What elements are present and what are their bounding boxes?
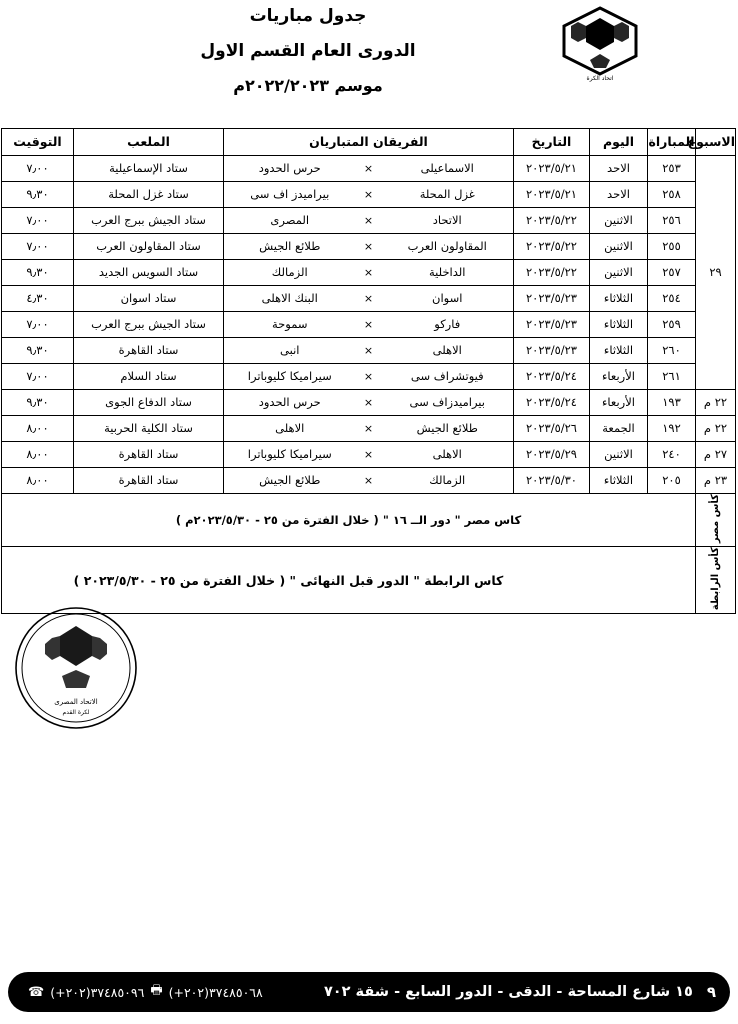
team-home: طلائع الجيش bbox=[416, 421, 478, 435]
team-away: طلائع الجيش bbox=[259, 239, 321, 253]
cell-teams bbox=[224, 234, 514, 260]
cell-teams bbox=[224, 312, 514, 338]
table-row bbox=[2, 390, 736, 416]
table-row bbox=[2, 364, 736, 390]
cell-match-number: ١٩٣ bbox=[648, 390, 696, 416]
versus-symbol: × bbox=[363, 318, 374, 331]
cell-time: ٤٫٣٠ bbox=[2, 286, 74, 312]
versus-symbol: × bbox=[363, 396, 374, 409]
table-body bbox=[2, 156, 736, 614]
cell-time: ٨٫٠٠ bbox=[2, 468, 74, 494]
column-header-day: اليوم bbox=[590, 129, 648, 156]
versus-symbol: × bbox=[363, 162, 374, 175]
cell-stadium: ستاد القاهرة bbox=[74, 442, 224, 468]
table-row bbox=[2, 156, 736, 182]
table-row bbox=[2, 416, 736, 442]
title-line-3: موسم ٢٠٢٢/٢٠٢٣م bbox=[233, 76, 383, 95]
cell-day: الجمعة bbox=[590, 416, 648, 442]
cell-teams bbox=[224, 442, 514, 468]
cell-time: ٩٫٣٠ bbox=[2, 390, 74, 416]
cell-stadium: ستاد القاهرة bbox=[74, 338, 224, 364]
versus-symbol: × bbox=[363, 422, 374, 435]
footer-address: ١٥ شارع المساحة - الدقى - الدور السابع - شقة ٧٠٢ bbox=[323, 984, 693, 1000]
cell-stadium: ستاد غزل المحلة bbox=[74, 182, 224, 208]
cell-day: الأربعاء bbox=[590, 364, 648, 390]
cell-match-number: ٢٥٩ bbox=[648, 312, 696, 338]
cell-teams bbox=[224, 156, 514, 182]
cell-stadium: ستاد الجيش ببرج العرب bbox=[74, 208, 224, 234]
team-home: الاتحاد bbox=[432, 213, 462, 227]
team-away: حرس الحدود bbox=[258, 161, 321, 175]
phone-number-2: (+٢٠٢)٣٧٤٨٥٠٦٨ bbox=[168, 984, 263, 1000]
cell-day: الاحد bbox=[590, 182, 648, 208]
cell-time: ٨٫٠٠ bbox=[2, 442, 74, 468]
week-group-label: ٢٩ bbox=[696, 156, 736, 390]
table-row bbox=[2, 468, 736, 494]
table-row bbox=[2, 338, 736, 364]
team-home: اسوان bbox=[432, 291, 463, 305]
match-schedule-table bbox=[1, 128, 736, 614]
cell-time: ٩٫٣٠ bbox=[2, 182, 74, 208]
cell-day: الثلاثاء bbox=[590, 312, 648, 338]
team-home: فيوتشراف سى bbox=[410, 369, 484, 383]
team-home: الزمالك bbox=[429, 473, 466, 487]
cell-time: ٧٫٠٠ bbox=[2, 312, 74, 338]
column-header-stadium: الملعب bbox=[74, 129, 224, 156]
cell-date: ٢٠٢٣/٥/٢٢ bbox=[514, 260, 590, 286]
cell-match-number: ٢٥٣ bbox=[648, 156, 696, 182]
note-side-label: كأس الرابطة bbox=[696, 547, 736, 614]
cell-stadium: ستاد الإسماعيلية bbox=[74, 156, 224, 182]
cell-day: الاثنين bbox=[590, 442, 648, 468]
cell-date: ٢٠٢٣/٥/٢٣ bbox=[514, 312, 590, 338]
team-home: فاركو bbox=[434, 317, 461, 331]
cell-time: ٧٫٠٠ bbox=[2, 364, 74, 390]
cell-time: ٨٫٠٠ bbox=[2, 416, 74, 442]
cell-time: ٧٫٠٠ bbox=[2, 156, 74, 182]
cell-date: ٢٠٢٣/٥/٢٤ bbox=[514, 390, 590, 416]
cell-match-number: ٢٥٧ bbox=[648, 260, 696, 286]
note-text: كاس مصر " دور الــ ١٦ " ( خلال الفترة من ٢٥ - ٢٠٢٣/٥/٣٠م ) bbox=[2, 494, 696, 547]
team-home: غزل المحلة bbox=[419, 187, 475, 201]
note-side-label: كأس مصر bbox=[696, 494, 736, 547]
cell-day: الأربعاء bbox=[590, 390, 648, 416]
table-row bbox=[2, 286, 736, 312]
cell-day: الثلاثاء bbox=[590, 286, 648, 312]
versus-symbol: × bbox=[363, 370, 374, 383]
note-row-egypt-cup bbox=[2, 494, 736, 547]
cell-date: ٢٠٢٣/٥/٢٣ bbox=[514, 338, 590, 364]
versus-symbol: × bbox=[363, 188, 374, 201]
cell-date: ٢٠٢٣/٥/٢١ bbox=[514, 156, 590, 182]
team-home: الاسماعيلى bbox=[420, 161, 474, 175]
cell-teams bbox=[224, 364, 514, 390]
versus-symbol: × bbox=[363, 344, 374, 357]
table-row bbox=[2, 260, 736, 286]
team-away: طلائع الجيش bbox=[259, 473, 321, 487]
title-line-2: الدورى العام القسم الاول bbox=[200, 41, 416, 61]
cell-stadium: ستاد السلام bbox=[74, 364, 224, 390]
page-title bbox=[93, 6, 523, 110]
cell-date: ٢٠٢٣/٥/٢١ bbox=[514, 182, 590, 208]
note-text: كاس الرابطة " الدور قبل النهائى " ( خلال الفترة من ٢٥ - ٢٠٢٣/٥/٣٠ ) bbox=[2, 547, 696, 614]
fax-icon: 🖶 bbox=[150, 983, 163, 998]
team-away: سيراميكا كليوباترا bbox=[247, 447, 332, 461]
team-home: بيراميدزاف سى bbox=[409, 395, 485, 409]
team-away: انبى bbox=[280, 343, 300, 357]
cell-date: ٢٠٢٣/٥/٣٠ bbox=[514, 468, 590, 494]
week-group-label: ٢٣ م bbox=[696, 468, 736, 494]
cell-match-number: ٢٥٦ bbox=[648, 208, 696, 234]
versus-symbol: × bbox=[363, 292, 374, 305]
week-group-label: ٢٢ م bbox=[696, 390, 736, 416]
cell-match-number: ٢٥٥ bbox=[648, 234, 696, 260]
team-home: المقاولون العرب bbox=[407, 239, 487, 253]
team-away: المصرى bbox=[270, 213, 310, 227]
table-header-row bbox=[2, 129, 736, 156]
team-away: بيراميدز اف سى bbox=[250, 187, 330, 201]
svg-text:اتحاد الكرة: اتحاد الكرة bbox=[586, 75, 614, 82]
table-row bbox=[2, 182, 736, 208]
cell-teams bbox=[224, 260, 514, 286]
cell-day: الاثنين bbox=[590, 260, 648, 286]
team-away: البنك الاهلى bbox=[261, 291, 318, 305]
team-home: الاهلى bbox=[432, 343, 462, 357]
cell-stadium: ستاد الجيش ببرج العرب bbox=[74, 312, 224, 338]
versus-symbol: × bbox=[363, 266, 374, 279]
phone-icon: ☎ bbox=[28, 984, 45, 1000]
cell-date: ٢٠٢٣/٥/٢٢ bbox=[514, 208, 590, 234]
cell-day: الثلاثاء bbox=[590, 338, 648, 364]
column-header-time: التوقيت bbox=[2, 129, 74, 156]
cell-match-number: ٢٠٥ bbox=[648, 468, 696, 494]
schedule-table-wrapper bbox=[2, 128, 736, 614]
team-away: سيراميكا كليوباترا bbox=[247, 369, 332, 383]
cell-stadium: ستاد القاهرة bbox=[74, 468, 224, 494]
team-away: سموحة bbox=[272, 317, 308, 331]
cell-stadium: ستاد السويس الجديد bbox=[74, 260, 224, 286]
cell-teams bbox=[224, 390, 514, 416]
cell-match-number: ٢٤٠ bbox=[648, 442, 696, 468]
week-group-label: ٢٢ م bbox=[696, 416, 736, 442]
cell-stadium: ستاد الدفاع الجوى bbox=[74, 390, 224, 416]
team-home: الاهلى bbox=[432, 447, 462, 461]
cell-match-number: ٢٥٤ bbox=[648, 286, 696, 312]
document-header bbox=[0, 0, 738, 122]
cell-time: ٧٫٠٠ bbox=[2, 234, 74, 260]
cell-date: ٢٠٢٣/٥/٢٦ bbox=[514, 416, 590, 442]
cell-date: ٢٠٢٣/٥/٢٩ bbox=[514, 442, 590, 468]
cell-teams bbox=[224, 182, 514, 208]
page-number: ٩ bbox=[706, 983, 716, 1001]
cell-day: الاثنين bbox=[590, 208, 648, 234]
phone-number-1: (+٢٠٢)٣٧٤٨٥٠٩٦ bbox=[50, 984, 145, 1000]
team-away: الزمالك bbox=[271, 265, 308, 279]
team-away: حرس الحدود bbox=[258, 395, 321, 409]
cell-date: ٢٠٢٣/٥/٢٤ bbox=[514, 364, 590, 390]
cell-time: ٩٫٣٠ bbox=[2, 338, 74, 364]
column-header-match: المباراة bbox=[648, 129, 696, 156]
cell-teams bbox=[224, 468, 514, 494]
cell-stadium: ستاد الكلية الحربية bbox=[74, 416, 224, 442]
egyptian-football-association-logo bbox=[540, 4, 660, 88]
document-footer bbox=[0, 972, 738, 1018]
cell-stadium: ستاد المقاولون العرب bbox=[74, 234, 224, 260]
cell-date: ٢٠٢٣/٥/٢٢ bbox=[514, 234, 590, 260]
versus-symbol: × bbox=[363, 240, 374, 253]
cell-time: ٧٫٠٠ bbox=[2, 208, 74, 234]
title-line-1: جدول مباريات bbox=[249, 6, 367, 26]
cell-teams bbox=[224, 416, 514, 442]
versus-symbol: × bbox=[363, 448, 374, 461]
cell-time: ٩٫٣٠ bbox=[2, 260, 74, 286]
cell-date: ٢٠٢٣/٥/٢٣ bbox=[514, 286, 590, 312]
footer-contact bbox=[22, 981, 263, 1003]
column-header-week: الاسبوع bbox=[696, 129, 736, 156]
table-row bbox=[2, 312, 736, 338]
versus-symbol: × bbox=[363, 474, 374, 487]
cell-day: الاحد bbox=[590, 156, 648, 182]
table-row bbox=[2, 442, 736, 468]
week-group-label: ٢٧ م bbox=[696, 442, 736, 468]
cell-match-number: ٢٥٨ bbox=[648, 182, 696, 208]
table-row bbox=[2, 234, 736, 260]
column-header-teams: الفريقان المتباريان bbox=[224, 129, 514, 156]
cell-match-number: ١٩٢ bbox=[648, 416, 696, 442]
svg-text:الاتحاد المصرى: الاتحاد المصرى bbox=[54, 698, 98, 706]
cell-match-number: ٢٦٠ bbox=[648, 338, 696, 364]
cell-teams bbox=[224, 338, 514, 364]
svg-text:لكرة القدم: لكرة القدم bbox=[62, 709, 90, 716]
team-away: الاهلى bbox=[275, 421, 305, 435]
footer-bar bbox=[8, 972, 730, 1012]
cell-stadium: ستاد اسوان bbox=[74, 286, 224, 312]
cell-day: الاثنين bbox=[590, 234, 648, 260]
official-round-stamp bbox=[12, 604, 140, 732]
cell-day: الثلاثاء bbox=[590, 468, 648, 494]
versus-symbol: × bbox=[363, 214, 374, 227]
team-home: الداخلية bbox=[429, 265, 466, 279]
cell-teams bbox=[224, 286, 514, 312]
table-row bbox=[2, 208, 736, 234]
cell-teams bbox=[224, 208, 514, 234]
cell-match-number: ٢٦١ bbox=[648, 364, 696, 390]
column-header-date: التاريخ bbox=[514, 129, 590, 156]
